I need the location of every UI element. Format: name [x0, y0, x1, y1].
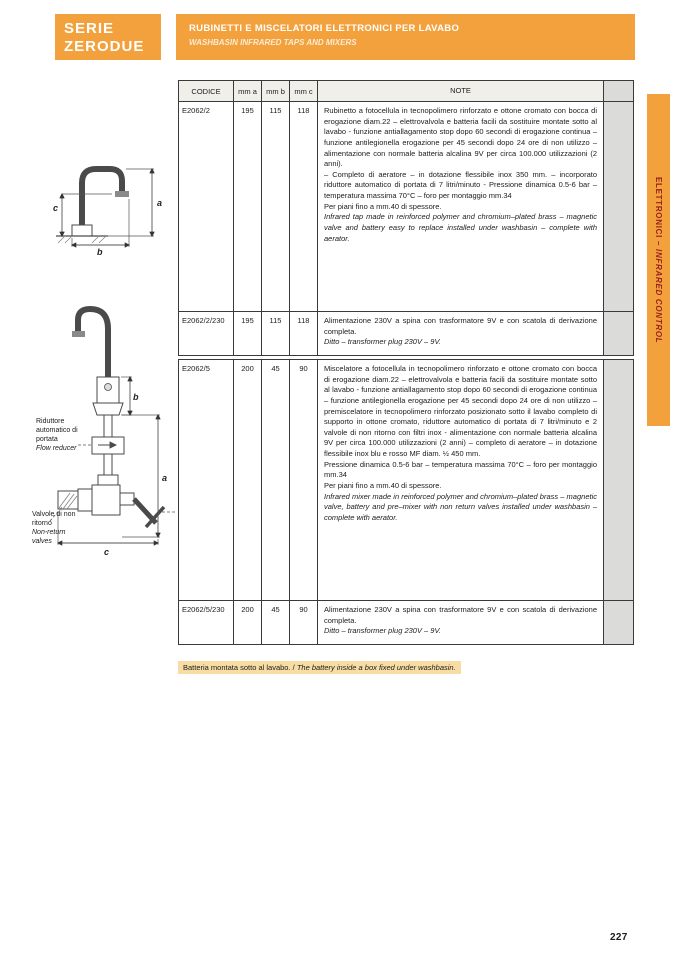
- battery-footnote-en: The battery inside a box fixed under washbasin.: [296, 663, 456, 672]
- page-title: RUBINETTI E MISCELATORI ELETTRONICI PER LAVABO: [189, 23, 460, 34]
- note-cell: [317, 601, 603, 644]
- page-subtitle: WASHBASIN INFRARED TAPS AND MIXERS: [189, 38, 357, 47]
- series-line2: ZERODUE: [64, 38, 145, 55]
- mounting-hatch: [58, 236, 106, 243]
- table-header-row: [179, 81, 633, 101]
- dim-a-value: 195: [233, 312, 261, 355]
- dim-a-value: 200: [233, 360, 261, 600]
- note-paragraph-1: Rubinetto a fotocellula in tecnopolimero rinforzato e ottone cromato con bocca di erogazione diam.22 – elettrovalvola e batteria facili da sostituire montate sotto al lavabo - funzione antiallagamento stop dopo 60 secondi di erogazione continua – funzione antilegionella erogazione per 45 secondi dopo 24 ore di non utilizzo – alimentazione con normale batteria alcalina 9V per circa 100.000 utilizzazioni (2 anni).: [324, 106, 597, 169]
- page-number: 227: [610, 932, 628, 943]
- side-tab-category: ELETTRONICI –: [654, 176, 663, 249]
- dim-b-value: 45: [261, 360, 289, 600]
- series-logo: [55, 14, 161, 60]
- dim-c-label: c: [53, 203, 59, 213]
- flow-reducer-label-en: Flow reducer: [36, 445, 77, 453]
- series-line1: SERIE: [64, 20, 115, 37]
- column-header-mm-c: mm c: [289, 81, 317, 101]
- dim-c-label: c: [104, 547, 110, 557]
- note-paragraph-2: Pressione dinamica 0.5-6 bar – temperatura massima 70°C – foro per montaggio mm.34: [324, 459, 597, 480]
- dim-a-label: a: [157, 198, 163, 208]
- dim-b-label: b: [133, 392, 139, 402]
- dim-a-value: 195: [233, 102, 261, 311]
- note-paragraph-1: Miscelatore a fotocellula in tecnopolimero rinforzato e ottone cromato con bocca di erogazione diam.22 – elettrovalvola e batteria facili da sostituire montate sotto al lavabo - funzione antiallagamento stop dopo 60 secondi di erogazione continua – funzione antilegionella erogazione per 45 secondi dopo 24 ore di non utilizzo – premiscelatore in tecnopolimero rinforzato posizionato sotto il lavabo completo di supporto in ottone cromato, riduttore automatico di portata di 7 litri/minuto e 2 valvole di non ritorno con filtri inox - alimentazione con normale batteria alcalina 9V per circa 100.000 utilizzazioni (2 anni) – completo di aeratore – in dotazione flessibile inox blu e rosso MF diam. ½ 450 mm.: [324, 364, 597, 459]
- mixer-spout: [78, 309, 108, 377]
- photocell-window: [105, 384, 112, 391]
- battery-footnote: [178, 661, 461, 674]
- column-header-mm-a: mm a: [233, 81, 261, 101]
- non-return-valves-label-it: Valvole di non ritorno: [32, 511, 76, 528]
- column-header-blank: [603, 81, 633, 101]
- note-cell: [317, 102, 603, 311]
- product-code: E2062/2/230: [182, 316, 225, 325]
- side-tab: [647, 94, 670, 426]
- product-table-block-1: [178, 80, 634, 356]
- product-code: E2062/5/230: [182, 605, 225, 614]
- note-paragraph-3: Per piani fino a mm.40 di spessore.: [324, 201, 442, 211]
- non-return-valves-label: [32, 510, 84, 546]
- flow-reducer-label-it: Riduttore automatico di portata: [36, 418, 78, 444]
- note-paragraph-3: Per piani fino a mm.40 di spessore.: [324, 481, 442, 491]
- spare-cell: [603, 601, 633, 644]
- table-row-e2062-2: [179, 101, 633, 311]
- tap-drawing-svg: [52, 153, 172, 258]
- spare-cell: [603, 102, 633, 311]
- dim-b-value: 45: [261, 601, 289, 644]
- note-english: Ditto – transformer plug 230V – 9V.: [324, 337, 442, 347]
- product-table-block-2: [178, 359, 634, 645]
- dim-a-value: 200: [233, 601, 261, 644]
- dim-c-value: 118: [289, 102, 317, 311]
- table-row-e2062-5-230: [179, 600, 633, 644]
- dim-c-value: 90: [289, 360, 317, 600]
- note-paragraph-2: – Completo di aeratore – in dotazione flessibile inox 350 mm. – incorporato riduttore automatico di portata di 7 litri/minuto - Pressione dinamica 0.5-6 bar – temperatura massima 70°C – foro per montaggio mm.34: [324, 169, 597, 201]
- non-return-valves-part: [58, 491, 78, 509]
- dim-c-value: 118: [289, 312, 317, 355]
- column-header-codice: CODICE: [191, 86, 221, 96]
- column-header-mm-b: mm b: [261, 81, 289, 101]
- spare-cell: [603, 360, 633, 600]
- header-bar: [176, 14, 635, 60]
- spare-cell: [603, 312, 633, 355]
- tap-technical-drawing: [52, 153, 172, 263]
- table-row-e2062-5: [179, 360, 633, 600]
- note-english: Infrared tap made in reinforced polymer and chromium–plated brass – magnetic valve and battery easy to replace installed under washbasin – complete with aerator.: [324, 212, 597, 243]
- mounting-nut: [93, 403, 123, 415]
- side-tab-text: [654, 177, 663, 343]
- note-paragraph-1: Alimentazione 230V a spina con trasformatore 9V e con scatola di derivazione completa.: [324, 316, 597, 336]
- tap-body: [72, 225, 92, 236]
- flow-reducer-part: [92, 437, 124, 454]
- table-row-e2062-2-230: [179, 311, 633, 355]
- flow-reducer-label: [36, 417, 92, 453]
- tap-aerator: [115, 191, 129, 197]
- note-cell: [317, 360, 603, 600]
- dim-b-value: 115: [261, 102, 289, 311]
- mixer-aerator: [72, 331, 85, 337]
- note-english: Infrared mixer made in reinforced polymer and chromium–plated brass – magnetic valve, battery and pre–mixer with non return valves installed under washbasin – complete with aerator.: [324, 491, 597, 522]
- battery-footnote-it: Batteria montata sotto al lavabo. /: [183, 663, 295, 672]
- note-paragraph-1: Alimentazione 230V a spina con trasformatore 9V e con scatola di derivazione completa.: [324, 605, 597, 625]
- dim-b-value: 115: [261, 312, 289, 355]
- product-code: E2062/2: [182, 106, 210, 115]
- premixer-body: [92, 485, 120, 515]
- column-header-note: NOTE: [317, 81, 603, 101]
- product-code: E2062/5: [182, 364, 210, 373]
- dim-a-label: a: [162, 473, 168, 483]
- dim-b-label: b: [97, 247, 103, 257]
- side-tab-subcategory: INFRARED CONTROL: [654, 248, 663, 344]
- note-cell: [317, 312, 603, 355]
- non-return-valves-label-en: Non-return valves: [32, 529, 66, 546]
- dim-c-value: 90: [289, 601, 317, 644]
- note-english: Ditto – transformer plug 230V – 9V.: [324, 626, 442, 636]
